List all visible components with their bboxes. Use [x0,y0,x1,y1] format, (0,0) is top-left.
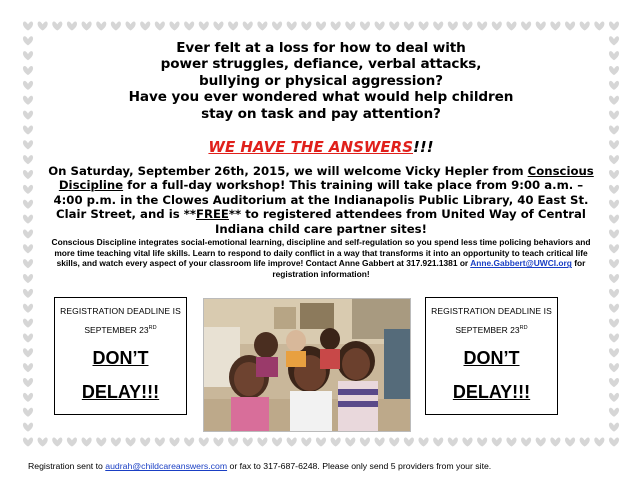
heart-icon [52,437,62,446]
heart-icon [23,170,33,179]
dont-text: DON’T [92,348,149,368]
headline [46,40,596,122]
heart-icon [228,21,238,30]
heart-icon [345,437,355,446]
deadline-date-text: SEPTEMBER 23 [84,325,149,335]
heart-icon [23,348,33,357]
heart-icon [360,21,370,30]
heart-icon [272,21,282,30]
flyer-content [46,40,596,279]
footer-note [28,461,491,471]
heart-icon [316,21,326,30]
heart-icon [228,437,238,446]
heart-icon [609,348,619,357]
deadline-box-right [425,297,558,415]
deadline-label: REGISTRATION DEADLINE IS [60,306,181,316]
heart-icon [433,437,443,446]
heart-icon [609,274,619,283]
heart-icon [243,437,253,446]
footer-suffix: or fax to 317-687-6248. Please only send 5 providers from your site. [227,461,492,471]
deadline-date-text: SEPTEMBER 23 [455,325,520,335]
deadline-date-suffix: RD [519,325,528,332]
children-photo-illustration [204,299,411,432]
heart-icon [140,21,150,30]
heart-icon [492,437,502,446]
contact-email-link[interactable]: Anne.Gabbert@UWCI.org [470,258,572,269]
heart-icon [375,21,385,30]
heart-icon [594,21,604,30]
footer-prefix: Registration sent to [28,461,106,471]
heart-icon [462,437,472,446]
heart-icon [316,437,326,446]
heart-icon [23,81,33,90]
heart-icon [23,408,33,417]
heart-icon [506,437,516,446]
heart-icon [609,111,619,120]
heart-icon [82,21,92,30]
heart-icon [184,21,194,30]
heart-icon [331,21,341,30]
heart-icon [609,319,619,328]
heart-icon [536,21,546,30]
heart-icon [52,21,62,30]
heart-icon [404,437,414,446]
heart-icon [213,437,223,446]
heart-icon [609,36,619,45]
heart-icon [536,437,546,446]
heart-icon [609,170,619,179]
heart-icon [477,437,487,446]
deadline-box-left [54,297,187,415]
heart-icon [23,96,33,105]
heart-icon [23,200,33,209]
headline-line: power struggles, defiance, verbal attacks, [160,56,482,73]
heart-icon [301,21,311,30]
heart-icon [23,259,33,268]
heart-icon [609,185,619,194]
heart-icon [609,125,619,134]
announcement-part3: ** to registered attendees from United Way of Central Indiana child care partner sites! [215,207,586,236]
heart-icon [345,21,355,30]
headline-line: bullying or physical aggression? [199,72,443,89]
heart-icon [521,21,531,30]
heart-icon [609,200,619,209]
heart-icon [565,21,575,30]
heart-icon [389,21,399,30]
heart-icon [287,437,297,446]
heart-icon [23,125,33,134]
answers-red-text: WE HAVE THE ANSWERS [208,138,414,157]
heart-icon [23,185,33,194]
deadline-date [426,325,557,335]
heart-icon [23,244,33,253]
heart-icon [609,408,619,417]
heart-icon [609,333,619,342]
heart-icon [609,363,619,372]
heart-icon [111,437,121,446]
heart-icon [82,437,92,446]
heart-icon [565,437,575,446]
heart-icon [23,393,33,402]
heart-icon [23,333,33,342]
heart-icon [389,437,399,446]
heart-icon [521,437,531,446]
heart-icon [23,304,33,313]
heart-icon [609,81,619,90]
heart-icon [609,229,619,238]
heart-icon [140,437,150,446]
heart-icon [375,437,385,446]
heart-icon [96,437,106,446]
heart-icon [38,21,48,30]
children-photo [203,298,411,432]
heart-icon [609,423,619,432]
heart-icon [67,437,77,446]
answers-suffix: !!! [413,138,434,157]
heart-icon [23,363,33,372]
heart-icon [125,437,135,446]
heart-icon [506,21,516,30]
announcement-part1: On Saturday, September 26th, 2015, we will welcome Vicky Hepler from [48,164,524,179]
free-label: FREE [195,207,229,222]
heart-icon [257,21,267,30]
heart-icon [23,378,33,387]
heart-icon [609,393,619,402]
delay-text: DELAY!!! [81,382,160,402]
dont-text: DON’T [463,348,520,368]
heart-icon [23,423,33,432]
heart-icon [287,21,297,30]
headline-line: stay on task and pay attention? [201,105,441,122]
heart-icon [23,111,33,120]
heart-icon [609,66,619,75]
heart-icon [609,378,619,387]
heart-icon [23,319,33,328]
deadline-date-suffix: RD [148,325,157,332]
heart-icon [169,21,179,30]
heart-icon [23,229,33,238]
headline-line: Have you ever wondered what would help children [128,89,514,106]
answers-heading [46,138,596,156]
heart-icon [199,437,209,446]
heart-icon [169,437,179,446]
heart-icon [404,21,414,30]
heart-icon [609,289,619,298]
heart-icon [609,96,619,105]
heart-icon [272,437,282,446]
heart-icon [492,21,502,30]
flyer [22,20,620,448]
deadline-date [55,325,186,335]
delay-text: DELAY!!! [452,382,531,402]
heart-icon [38,437,48,446]
announcement [46,164,596,236]
heart-icon [550,21,560,30]
heart-icon [155,437,165,446]
heart-icon [184,437,194,446]
heart-icon [477,21,487,30]
heart-icon [580,21,590,30]
heart-icon [301,437,311,446]
heart-icon [257,437,267,446]
heart-icon [199,21,209,30]
heart-icon [609,259,619,268]
heart-icon [609,155,619,164]
heart-icon [23,215,33,224]
heart-icon [23,155,33,164]
heart-icon [360,437,370,446]
heart-icon [23,274,33,283]
details-text: Conscious Discipline integrates social-emotional learning, discipline and self-regulation so you spend less time policing behaviors and more time teaching vital life skills. Learn to respond to daily conflict in a way that transforms it into an opportunity to teach critical life skills, and watch every aspect of your classroom life improve! Contact Anne Gabbert at 317.921.1381 or [51,237,591,269]
announcement-part2: for a full-day workshop! This training will take place from 9:00 a.m. – 4:00 p.m. in the Clowes Auditorium at the Indianapolis Public Library, 40 East St. Clair Street, and is ** [53,178,589,222]
heart-icon [23,437,33,446]
heart-icon [609,244,619,253]
program-name: Conscious Discipline [58,164,594,193]
registration-email-link[interactable]: audrah@childcareanswers.com [105,461,228,471]
heart-icon [433,21,443,30]
heart-icon [67,21,77,30]
heart-icon [609,215,619,224]
heart-icon [111,21,121,30]
heart-icon [448,437,458,446]
heart-icon [213,21,223,30]
heart-icon [23,51,33,60]
heart-icon [609,437,619,446]
heart-icon [23,21,33,30]
heart-icon [609,140,619,149]
heart-icon [594,437,604,446]
heart-icon [96,21,106,30]
heart-icon [609,51,619,60]
heart-icon [23,289,33,298]
heart-icon [418,437,428,446]
details-suffix: for registration information! [272,258,586,279]
heart-icon [418,21,428,30]
heart-icon [609,304,619,313]
heart-icon [331,437,341,446]
heart-icon [448,21,458,30]
heart-icon [609,21,619,30]
deadline-label: REGISTRATION DEADLINE IS [431,306,552,316]
heart-icon [23,66,33,75]
heart-icon [550,437,560,446]
heart-icon [243,21,253,30]
details [46,237,596,279]
heart-icon [155,21,165,30]
headline-line: Ever felt at a loss for how to deal with [176,40,466,56]
heart-icon [23,36,33,45]
heart-icon [23,140,33,149]
heart-icon [125,21,135,30]
heart-icon [462,21,472,30]
heart-icon [580,437,590,446]
